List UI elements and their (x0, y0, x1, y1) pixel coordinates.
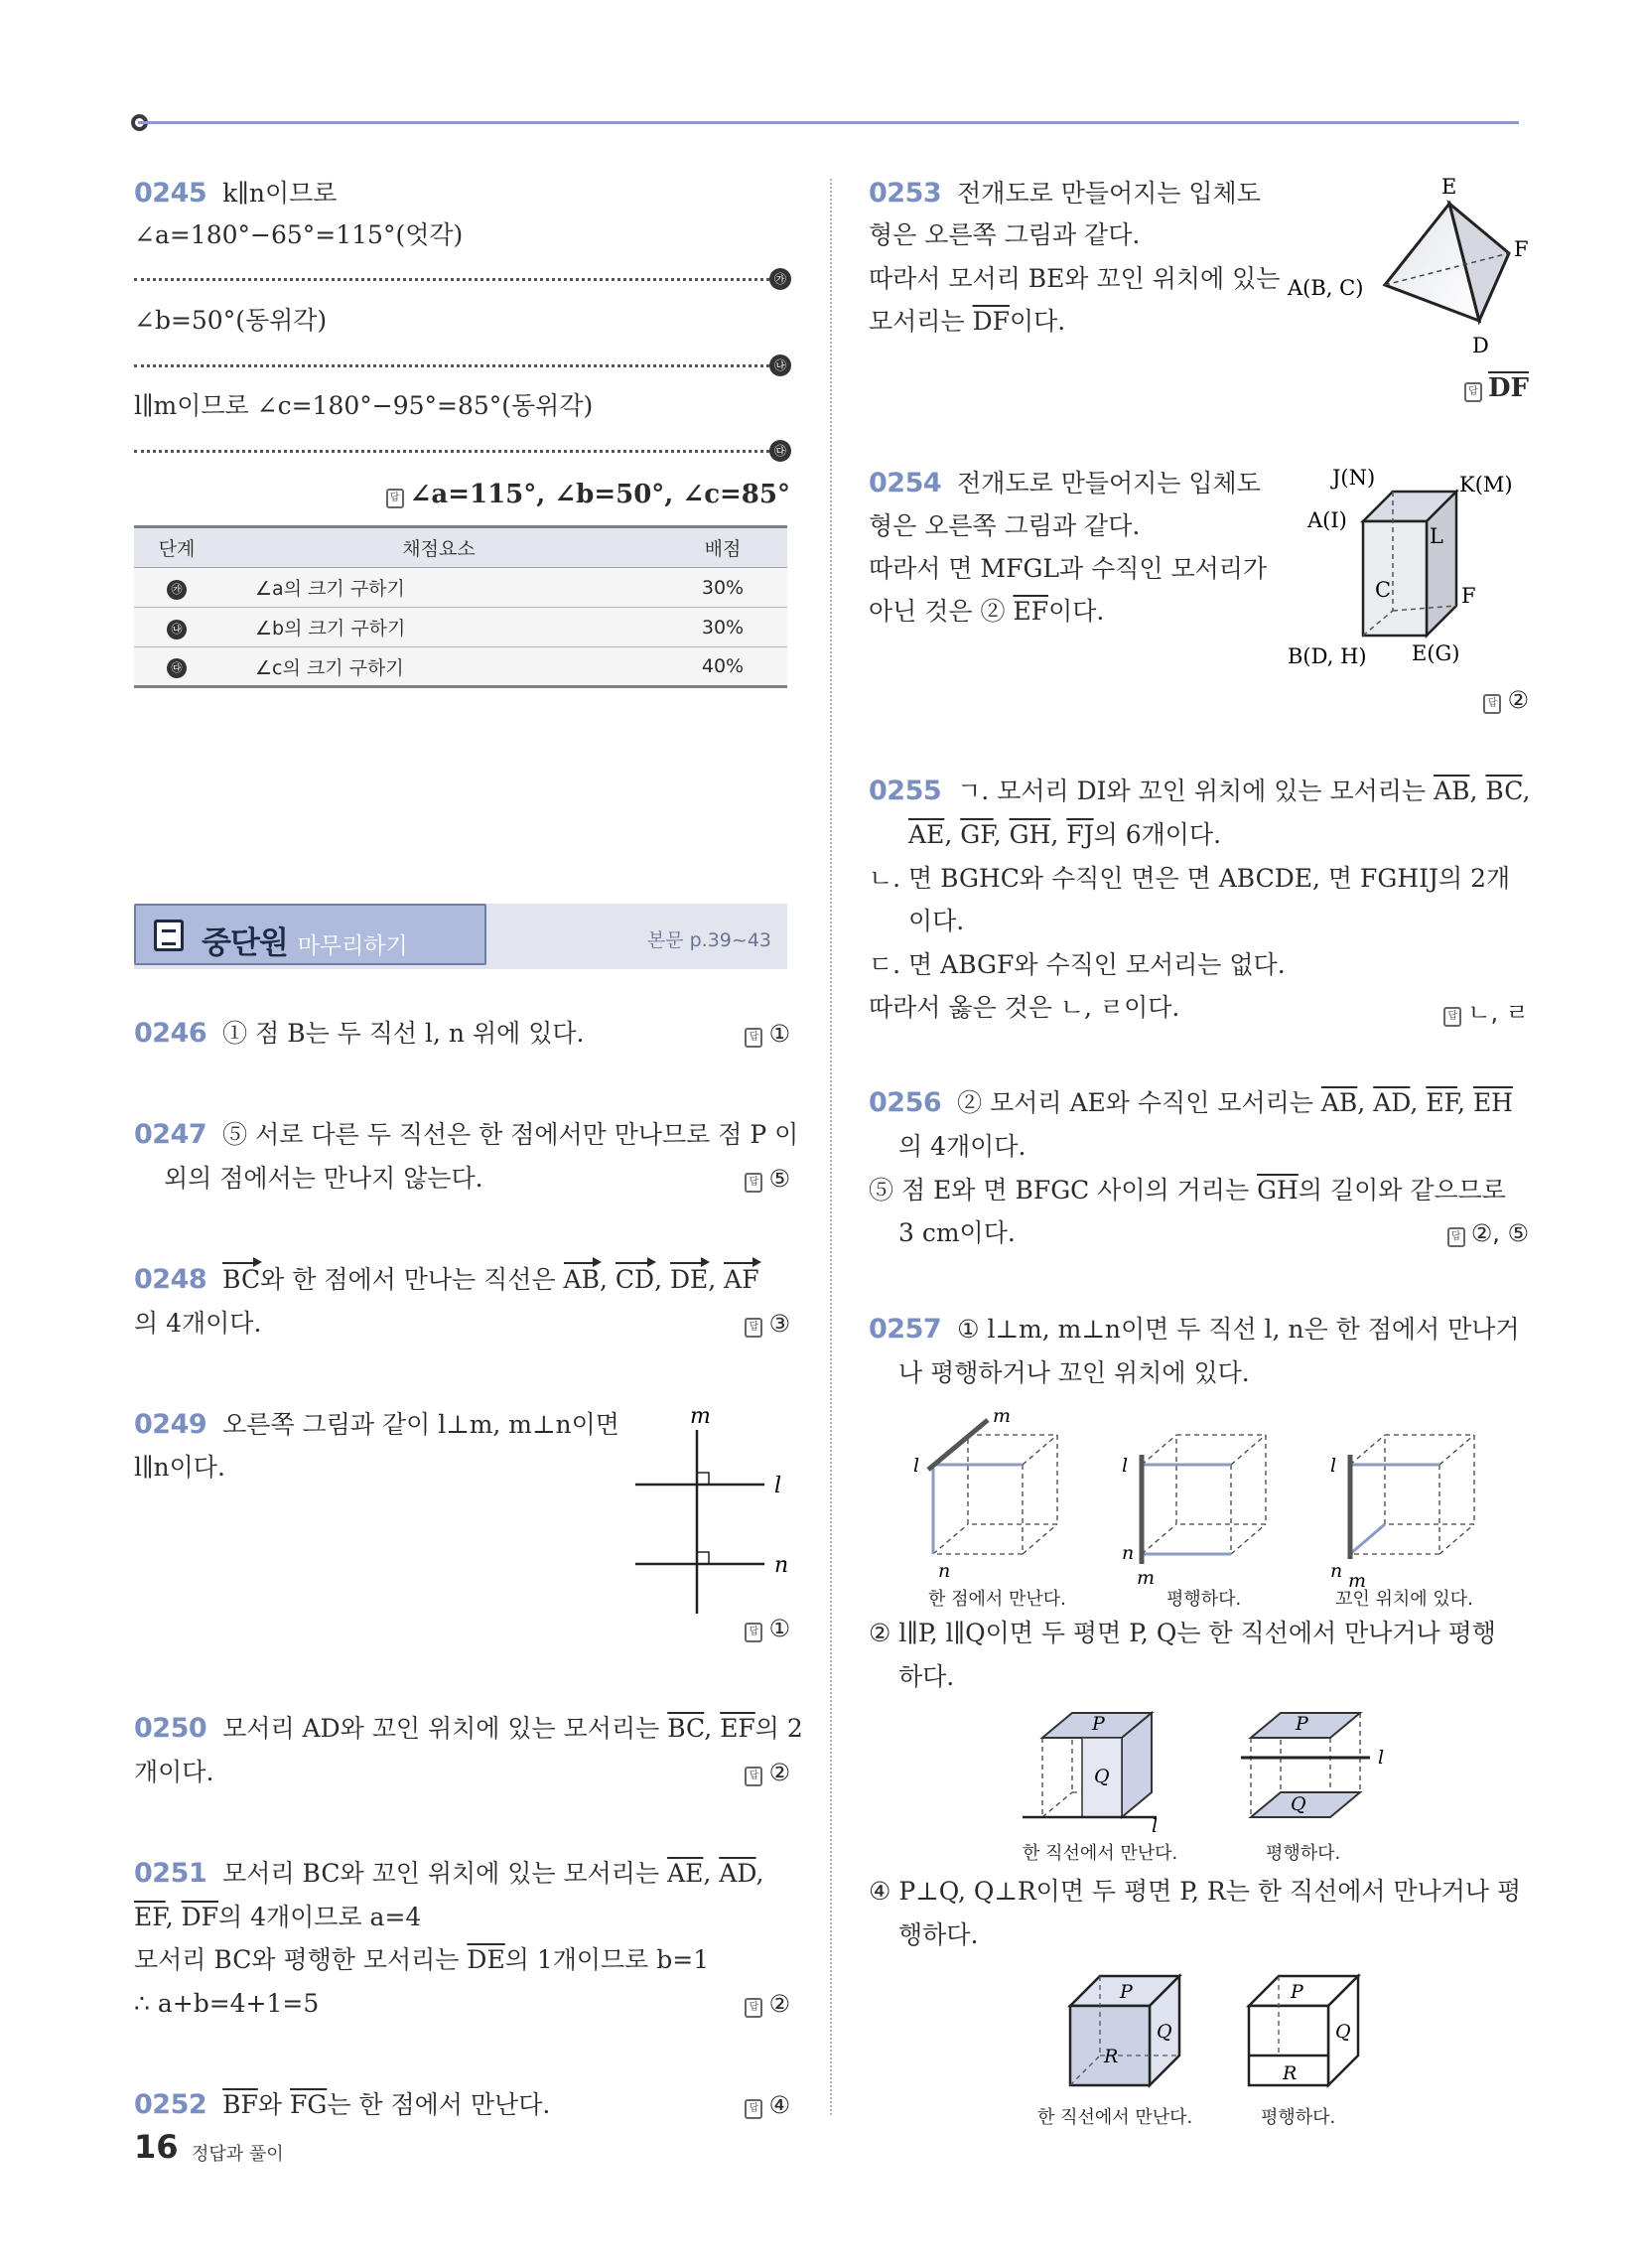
fig-label: l (1330, 1455, 1337, 1477)
segment-symbol: $\overline{EH}$ (1472, 1088, 1513, 1117)
problem-0251-answer: 답 ② (745, 1989, 790, 2018)
fig-label: m (993, 1410, 1012, 1427)
problem-0256-answer: 답 ②, ⑤ (1447, 1218, 1529, 1247)
problem-0252: 0252 $\overline{BF}$와 $\overline{FG}$는 한 점에서 만난다. (134, 2089, 551, 2120)
segment-symbol: $\overline{AD}$ (1373, 1088, 1411, 1117)
table-header-row (134, 527, 787, 568)
fig-label: n (1122, 1542, 1135, 1564)
problem-0250-line2: 개이다. (134, 1758, 214, 1786)
scoring-table (134, 525, 787, 688)
problem-0251-line4: ∴ a+b=4+1=5 (134, 1989, 320, 2018)
tetrahedron-figure (1286, 174, 1534, 367)
ray-symbol: AF (724, 1265, 759, 1294)
section-banner (134, 904, 787, 969)
table-cell: ∠b의 크기 구하기 (219, 608, 658, 647)
fig-label: L (1430, 524, 1443, 548)
segment-symbol: $\overline{FG}$ (289, 2090, 328, 2119)
segment-symbol: $\overline{EF}$ (720, 1714, 755, 1743)
problem-0257-line1: 0257 ① l⊥m, m⊥n이면 두 직선 l, n은 한 점에서 만나거 (869, 1314, 1520, 1345)
dotted-separator (134, 364, 769, 367)
segment-symbol: $\overline{AB}$ (1320, 1088, 1358, 1117)
banner-tab (134, 904, 486, 965)
problem-0245-answer: 답 ∠a=115°, ∠b=50°, ∠c=85° (386, 480, 790, 509)
problem-0257-line2: 나 평행하거나 꼬인 위치에 있다. (898, 1358, 1250, 1387)
problem-0253-line2: 형은 오른쪽 그림과 같다. (869, 220, 1141, 249)
banner-title: 중단원 마무리하기 (202, 925, 408, 961)
lines-in-cube-figures (913, 1410, 1529, 1599)
table-cell: ∠a의 크기 구하기 (219, 568, 658, 608)
table-cell: 40% (658, 647, 787, 687)
fig-label: C (1375, 578, 1392, 602)
problem-0255-line6: 따라서 옳은 것은 ㄴ, ㄹ이다. (869, 993, 1180, 1022)
problem-0257-line5: ④ P⊥Q, Q⊥R이면 두 평면 P, R는 한 직선에서 만나거나 평 (869, 1877, 1522, 1906)
problem-0251-line2: $\overline{EF}$, $\overline{DF}$의 4개이므로 a=4 (134, 1903, 422, 1931)
problem-0253-line3: 따라서 모서리 BE와 꼬인 위치에 있는 (869, 264, 1281, 293)
segment-symbol: $\overline{GH}$ (1257, 1176, 1299, 1205)
planes-lines-figures (1023, 1708, 1420, 1837)
page-number: 16 (134, 2128, 179, 2166)
segment-symbol: $\overline{BC}$ (1485, 777, 1523, 805)
column-divider (830, 179, 832, 2115)
problem-0247-line1: 0247 ⑤ 서로 다른 두 직선은 한 점에서만 만나므로 점 P 이 (134, 1119, 799, 1150)
perpendicular-planes-figures (1062, 1968, 1380, 2107)
footer-label: 정답과 풀이 (192, 2144, 284, 2165)
problem-0255-line4: 이다. (908, 907, 965, 935)
table-cell: 30% (658, 608, 787, 647)
triangular-prism-figure (1286, 462, 1534, 670)
table-row (134, 608, 787, 647)
segment-symbol: $\overline{BF}$ (222, 2090, 258, 2119)
segment-symbol: $\overline{AE}$ (908, 820, 945, 849)
figure-caption: 평행하다. (1261, 2107, 1336, 2128)
segment-symbol: $\overline{AB}$ (1434, 777, 1470, 805)
fig-label: m (1137, 1567, 1156, 1589)
problem-0257-line6: 행하다. (898, 1920, 979, 1949)
fig-label: l (1152, 1815, 1159, 1837)
segment-symbol: $\overline{EF}$ (1426, 1088, 1458, 1117)
fig-label: R (1104, 2046, 1119, 2067)
problem-0253-line1: 0253 전개도로 만들어지는 입체도 (869, 178, 1261, 209)
fig-label: l (913, 1455, 920, 1477)
notebook-icon (154, 920, 184, 951)
problem-0253-answer: 답 $\overline{DF}$ (1464, 373, 1529, 403)
fig-label: l (1378, 1747, 1385, 1769)
segment-symbol: $\overline{GF}$ (960, 820, 994, 849)
problem-0256-line3: ⑤ 점 E와 면 BFGC 사이의 거리는 $\overline{GH}$의 길이와 같으므로 (869, 1176, 1506, 1205)
problem-0250-line1: 0250 모서리 AD와 꼬인 위치에 있는 모서리는 $\overline{BC}$, $\overline{EF}$의 2 (134, 1713, 803, 1744)
fig-label: l (774, 1474, 782, 1498)
problem-0255-answer: 답 ㄴ, ㄹ (1443, 993, 1529, 1028)
problem-0255-line1: 0255 ㄱ. 모서리 DI와 꼬인 위치에 있는 모서리는 $\overline{AB}$, $\overline{BC}$, (869, 776, 1531, 806)
problem-0245-line4: l∥m이므로 ∠c=180°−95°=85°(동위각) (134, 391, 594, 420)
figure-caption: 꼬인 위치에 있다. (1335, 1589, 1473, 1610)
figure-caption: 평행하다. (1266, 1843, 1341, 1864)
problem-0255-line3: ㄴ. 면 BGHC와 수직인 면은 면 ABCDE, 면 FGHIJ의 2개 (869, 864, 1511, 893)
segment-symbol: $\overline{DF}$ (181, 1903, 218, 1931)
header-rule (138, 121, 1519, 124)
segment-symbol: $\overline{AD}$ (719, 1859, 756, 1888)
problem-0253-line4: 모서리는 $\overline{DF}$이다. (869, 307, 1066, 336)
fig-label: n (938, 1560, 951, 1582)
problem-0247-line2: 외의 점에서는 만나지 않는다. (164, 1164, 483, 1193)
answer-icon: 답 (745, 1318, 762, 1338)
fig-label: A(I) (1307, 508, 1347, 532)
problem-0254-line2: 형은 오른쪽 그림과 같다. (869, 511, 1141, 540)
fig-label: P (1296, 1713, 1308, 1735)
fig-label: m (690, 1405, 711, 1429)
fig-label: A(B, C) (1288, 276, 1364, 300)
fig-label: l (1122, 1455, 1129, 1477)
perpendicular-lines-figure (625, 1405, 804, 1619)
table-row (134, 568, 787, 608)
table-header: 채점요소 (219, 527, 658, 568)
problem-0248-answer: 답 ③ (745, 1309, 790, 1338)
step-marker: ㉯ (167, 620, 187, 639)
answer-icon: 답 (745, 1998, 762, 2018)
fig-label: J(N) (1332, 466, 1376, 490)
fig-label: E (1441, 175, 1457, 199)
answer-icon: 답 (1443, 1007, 1461, 1027)
ray-symbol: DE (669, 1265, 709, 1294)
dotted-separator (134, 450, 769, 453)
problem-0251-line1: 0251 모서리 BC와 꼬인 위치에 있는 모서리는 $\overline{AE}$, $\overline{AD}$, (134, 1858, 764, 1889)
answer-icon: 답 (1464, 382, 1482, 402)
problem-0252-answer: 답 ④ (745, 2090, 790, 2119)
answer-icon: 답 (745, 2099, 762, 2119)
figure-caption: 한 직선에서 만난다. (1037, 2107, 1193, 2128)
fig-label: P (1291, 1981, 1303, 2003)
segment-symbol: $\overline{GH}$ (1009, 820, 1051, 849)
answer-icon: 답 (745, 1173, 762, 1193)
fig-label: Q (1335, 2021, 1351, 2043)
step-marker: ㉰ (769, 440, 791, 462)
dotted-separator (134, 278, 769, 281)
ray-symbol: AB (563, 1265, 600, 1294)
segment-symbol: $\overline{EF}$ (1013, 597, 1049, 626)
problem-0248-line1: 0248 BC와 한 점에서 만나는 직선은 AB, CD, DE, AF (134, 1264, 759, 1295)
ray-symbol: CD (615, 1265, 655, 1294)
fig-label: F (1461, 584, 1476, 608)
step-marker: ㉰ (167, 658, 187, 678)
problem-0255-line5: ㄷ. 면 ABGF와 수직인 모서리는 없다. (869, 950, 1286, 979)
answer-icon: 답 (745, 1623, 762, 1642)
problem-0246-answer: 답 ① (745, 1019, 790, 1048)
fig-label: n (774, 1553, 789, 1578)
table-row (134, 647, 787, 687)
problem-0246: 0246 ① 점 B는 두 직선 l, n 위에 있다. (134, 1018, 585, 1049)
table-cell: ∠c의 크기 구하기 (219, 647, 658, 687)
answer-icon: 답 (745, 1028, 762, 1048)
figure-caption: 평행하다. (1166, 1589, 1242, 1610)
problem-0247-answer: 답 ⑤ (745, 1164, 790, 1193)
problem-0245-line1: 0245 k∥n이므로 (134, 178, 338, 209)
banner-page-ref: 본문 p.39~43 (646, 929, 771, 951)
problem-0257-line3: ② l∥P, l∥Q이면 두 평면 P, Q는 한 직선에서 만나거나 평행 (869, 1619, 1496, 1647)
fig-label: Q (1157, 2021, 1172, 2043)
fig-label: Q (1094, 1766, 1110, 1787)
table-cell: 30% (658, 568, 787, 608)
problem-0256-line4: 3 cm이다. (898, 1218, 1016, 1247)
step-marker: ㉮ (769, 268, 791, 290)
segment-symbol: $\overline{FJ}$ (1066, 820, 1094, 849)
fig-label: K(M) (1459, 473, 1513, 496)
problem-0250-answer: 답 ② (745, 1758, 790, 1786)
fig-label: n (1330, 1560, 1343, 1582)
problem-0248-line2: 의 4개이다. (134, 1309, 262, 1338)
problem-0245-line2: ∠a=180°−65°=115°(엇각) (134, 220, 464, 249)
figure-caption: 한 점에서 만난다. (928, 1589, 1066, 1610)
segment-symbol: $\overline{DE}$ (467, 1945, 505, 1974)
problem-0249-line1: 0249 오른쪽 그림과 같이 l⊥m, m⊥n이면 (134, 1409, 619, 1440)
answer-icon: 답 (386, 489, 404, 508)
fig-label: R (1283, 2062, 1298, 2084)
segment-symbol: $\overline{DF}$ (972, 307, 1010, 336)
segment-symbol: $\overline{BC}$ (667, 1714, 705, 1743)
answer-icon: 답 (1447, 1227, 1465, 1247)
table-header: 단계 (134, 527, 219, 568)
problem-0254-answer: 답 ② (1483, 685, 1529, 714)
table-header: 배점 (658, 527, 787, 568)
fig-label: m (1348, 1570, 1367, 1592)
fig-label: P (1120, 1981, 1133, 2003)
ray-symbol: BC (222, 1265, 261, 1294)
problem-0254-line1: 0254 전개도로 만들어지는 입체도 (869, 468, 1261, 498)
segment-symbol: $\overline{AE}$ (667, 1859, 704, 1888)
figure-caption: 한 직선에서 만난다. (1023, 1843, 1178, 1864)
problem-0256-line1: 0256 ② 모서리 AE와 수직인 모서리는 $\overline{AB}$, $\overline{AD}$, $\overline{EF}$, $\overline{EH}$ (869, 1087, 1513, 1118)
problem-number: 0245 (134, 178, 207, 209)
fig-label: F (1514, 237, 1529, 261)
problem-0249-answer: 답 ① (745, 1614, 790, 1642)
answer-icon: 답 (1483, 694, 1501, 714)
problem-0245-line3: ∠b=50°(동위각) (134, 306, 328, 335)
fig-label: B(D, H) (1288, 644, 1367, 668)
segment-symbol: $\overline{EF}$ (134, 1903, 166, 1931)
fig-label: E(G) (1412, 641, 1460, 665)
problem-0254-line4: 아닌 것은 ② $\overline{EF}$이다. (869, 597, 1105, 626)
problem-0255-line2: $\overline{AE}$, $\overline{GF}$, $\overline{GH}$, $\overline{FJ}$의 6개이다. (908, 820, 1222, 849)
fig-label: P (1092, 1713, 1105, 1735)
problem-0254-line3: 따라서 면 MFGL과 수직인 모서리가 (869, 554, 1268, 583)
fig-label: Q (1291, 1793, 1306, 1815)
fig-label: D (1472, 334, 1489, 357)
problem-0257-line4: 하다. (898, 1662, 955, 1691)
step-marker: ㉮ (167, 580, 187, 600)
answer-icon: 답 (745, 1767, 762, 1786)
problem-0249-line2: l∥n이다. (134, 1453, 225, 1482)
problem-0256-line2: 의 4개이다. (898, 1132, 1026, 1161)
problem-0251-line3: 모서리 BC와 평행한 모서리는 $\overline{DE}$의 1개이므로 b=1 (134, 1945, 710, 1974)
step-marker: ㉯ (769, 354, 791, 376)
